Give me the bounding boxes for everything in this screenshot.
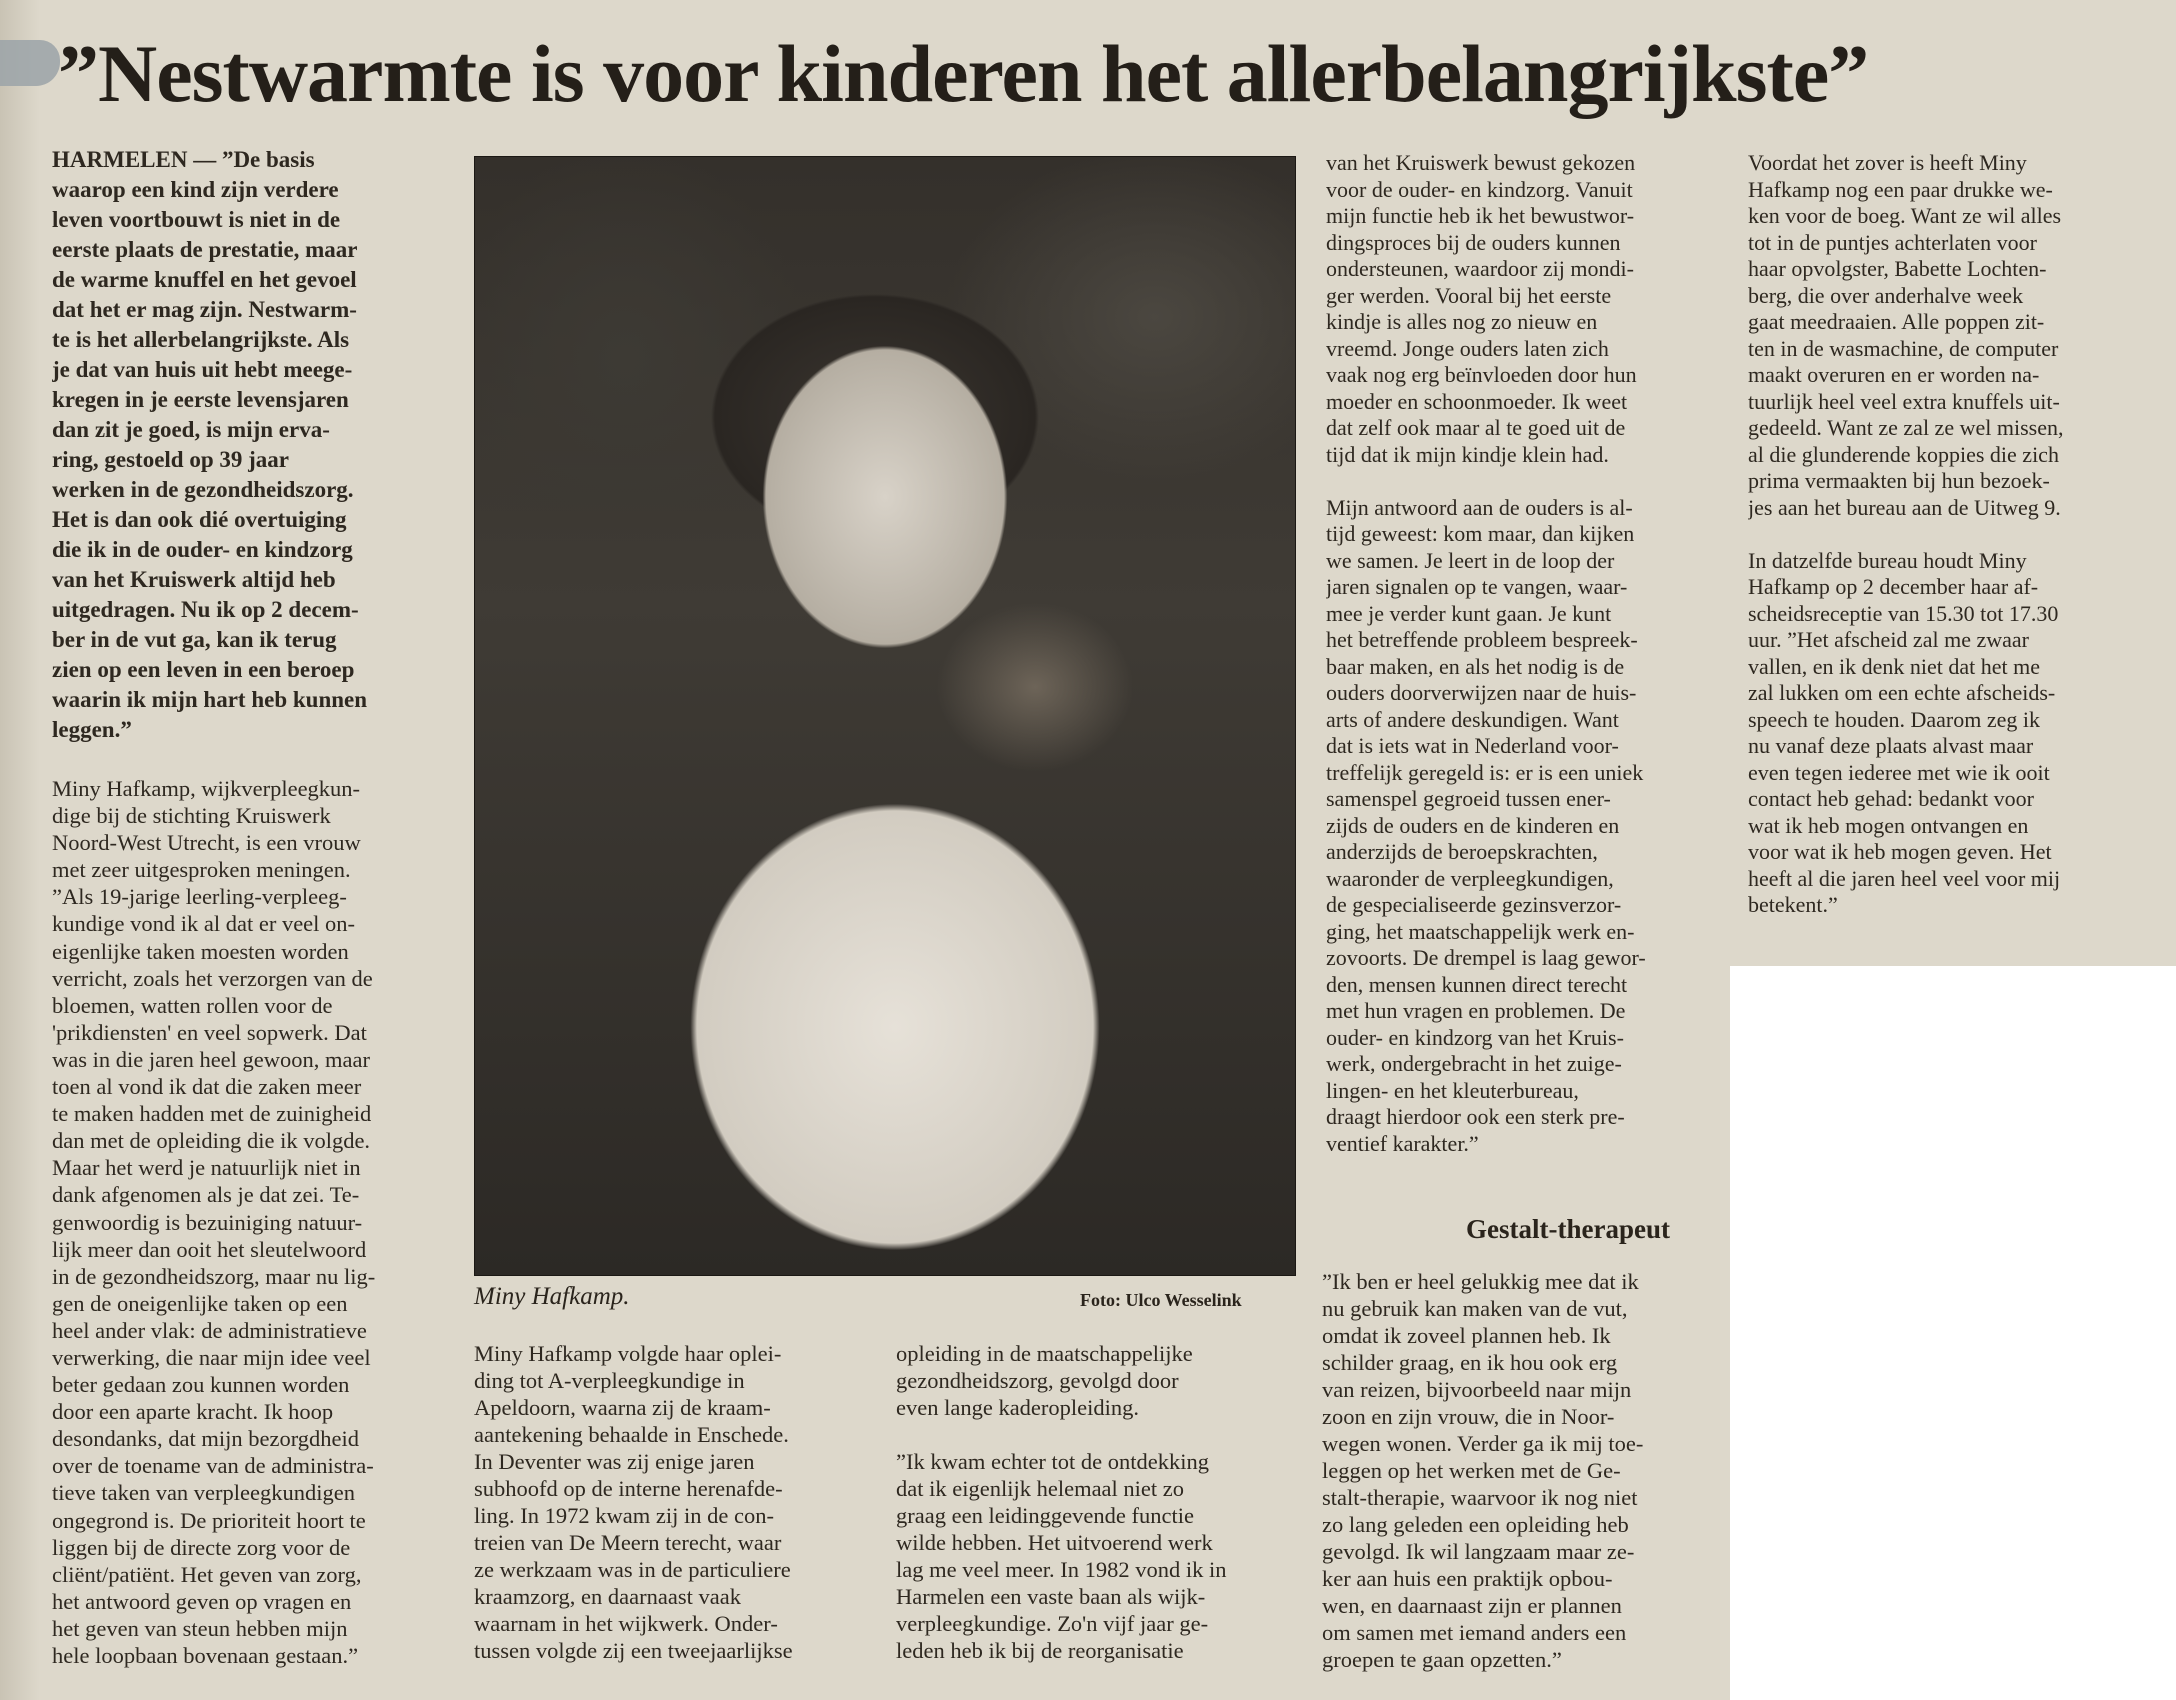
text-line: stalt-therapie, waarvoor ik nog niet bbox=[1322, 1485, 1638, 1510]
text-line: gaat meedraaien. Alle poppen zit- bbox=[1748, 309, 2045, 334]
text-line: baar maken, en als het nodig is de bbox=[1326, 653, 1625, 679]
text-line: kregen in je eerste levensjaren bbox=[52, 387, 349, 412]
text-line: moeder en schoonmoeder. Ik weet bbox=[1326, 388, 1628, 414]
text-line: maakt overuren en er worden na- bbox=[1748, 362, 2040, 387]
text-line: scheidsreceptie van 15.30 tot 17.30 bbox=[1748, 600, 2059, 626]
text-line: zovoorts. De drempel is laag gewor- bbox=[1326, 945, 1646, 970]
text-line: wat ik heb mogen ontvangen en bbox=[1748, 812, 2029, 838]
text-line: dat is iets wat in Nederland voor- bbox=[1326, 733, 1619, 758]
column-4-bottom bbox=[1322, 1268, 1727, 1678]
text-line: het antwoord geven op vragen en bbox=[52, 1588, 352, 1614]
text-line: haar opvolgster, Babette Lochten- bbox=[1748, 256, 2047, 281]
text-line: vaak nog erg beïnvloeden door hun bbox=[1326, 362, 1637, 387]
text-line: waarop een kind zijn verdere bbox=[52, 177, 339, 202]
text-line: tot in de puntjes achterlaten voor bbox=[1748, 229, 2037, 255]
text-line: zien op een leven in een beroep bbox=[52, 657, 355, 682]
text-line: dat het er mag zijn. Nestwarm- bbox=[52, 297, 357, 322]
text-line: verpleegkundige. Zo'n vijf jaar ge- bbox=[896, 1611, 1209, 1636]
text-line: Miny Hafkamp volgde haar oplei- bbox=[474, 1341, 782, 1366]
text-line: tijd geweest: kom maar, dan kijken bbox=[1326, 521, 1635, 546]
text-line: den, mensen kunnen direct terecht bbox=[1326, 971, 1628, 997]
text-line: tuurlijk heel veel extra knuffels uit- bbox=[1748, 388, 2060, 414]
portrait-photo bbox=[474, 156, 1296, 1276]
text-line: ouders doorverwijzen naar de huis- bbox=[1326, 680, 1637, 705]
text-line: wilde hebben. Het uitvoerend werk bbox=[896, 1530, 1213, 1555]
text-line: mee je verder kunt gaan. Je kunt bbox=[1326, 600, 1612, 626]
text-line: van reizen, bijvoorbeeld naar mijn bbox=[1322, 1377, 1632, 1402]
text-line: nu vanaf deze plaats alvast maar bbox=[1748, 733, 2034, 758]
text-line: het geven van steun hebben mijn bbox=[52, 1615, 348, 1641]
text-line: desondanks, dat mijn bezorgdheid bbox=[52, 1426, 360, 1452]
text-line: van het Kruiswerk bewust gekozen bbox=[1326, 150, 1636, 175]
text-line: werk, ondergebracht in het zuige- bbox=[1326, 1051, 1622, 1076]
text-line: zoon en zijn vrouw, die in Noor- bbox=[1322, 1404, 1615, 1429]
text-line: uur. ”Het afscheid zal me zwaar bbox=[1748, 627, 2029, 652]
text-line: met hun vragen en problemen. De bbox=[1326, 998, 1626, 1023]
text-line: lijk meer dan ooit het sleutelwoord bbox=[52, 1236, 367, 1262]
text-line: tussen volgde zij een tweejaarlijkse bbox=[474, 1638, 793, 1663]
text-line: nu gebruik kan maken van de vut, bbox=[1322, 1296, 1628, 1321]
text-line: om samen met iemand anders een bbox=[1322, 1620, 1627, 1645]
text-line: dan zit je goed, is mijn erva- bbox=[52, 417, 330, 442]
text-line: het betreffende probleem bespreek- bbox=[1326, 627, 1638, 652]
text-line: wen, en daarnaast zijn er plannen bbox=[1322, 1593, 1622, 1618]
column-3-bottom bbox=[896, 1340, 1296, 1680]
text-line: 'prikdiensten' en veel sopwerk. Dat bbox=[52, 1019, 367, 1045]
text-line: ”Als 19-jarige leerling-verpleeg- bbox=[52, 884, 347, 910]
text-line: kundige vond ik al dat er veel on- bbox=[52, 911, 356, 937]
text-line: contact heb gehad: bedankt voor bbox=[1748, 786, 2034, 811]
text-line: opleiding in de maatschappelijke bbox=[896, 1341, 1193, 1366]
text-line: even lange kaderopleiding. bbox=[896, 1395, 1140, 1420]
text-line: Miny Hafkamp, wijkverpleegkun- bbox=[52, 776, 361, 801]
text-line: verricht, zoals het verzorgen van de bbox=[52, 965, 373, 991]
text-line: leden heb ik bij de reorganisatie bbox=[896, 1638, 1184, 1663]
text-line: waarnam in het wijkwerk. Onder- bbox=[474, 1611, 778, 1636]
text-line: Hafkamp op 2 december haar af- bbox=[1748, 574, 2039, 599]
text-line: werken in de gezondheidszorg. bbox=[52, 477, 354, 502]
text-line: anderzijds de beroepskrachten, bbox=[1326, 839, 1598, 864]
text-line: ding tot A-verpleegkundige in bbox=[474, 1368, 745, 1393]
text-line: Het is dan ook dié overtuiging bbox=[52, 507, 347, 532]
photo-credit: Foto: Ulco Wesselink bbox=[1080, 1290, 1242, 1310]
text-line: ging, het maatschappelijk werk en- bbox=[1326, 918, 1635, 944]
text-line: Mijn antwoord aan de ouders is al- bbox=[1326, 494, 1633, 520]
text-line: leven voortbouwt is niet in de bbox=[52, 207, 341, 232]
text-line: genwoordig is bezuiniging natuur- bbox=[52, 1209, 363, 1235]
text-line: van het Kruiswerk altijd heb bbox=[52, 567, 336, 592]
text-line: vallen, en ik denk niet dat het me bbox=[1748, 653, 2041, 679]
text-line: heel ander vlak: de administratieve bbox=[52, 1317, 367, 1343]
text-line: eigenlijke taken moesten worden bbox=[52, 938, 349, 964]
text-line: hele loopbaan bovenaan gestaan.” bbox=[52, 1643, 359, 1668]
text-line: Maar het werd je natuurlijk niet in bbox=[52, 1155, 361, 1181]
text-line: draagt hierdoor ook een sterk pre- bbox=[1326, 1104, 1625, 1129]
text-line: ”Ik kwam echter tot de ontdekking bbox=[896, 1449, 1210, 1474]
text-line: ring, gestoeld op 39 jaar bbox=[52, 447, 290, 472]
column-1-body bbox=[52, 775, 457, 1675]
text-line: was in die jaren heel gewoon, maar bbox=[52, 1046, 370, 1072]
text-line: dingsproces bij de ouders kunnen bbox=[1326, 229, 1621, 255]
text-line: Apeldoorn, waarna zij de kraam- bbox=[474, 1395, 771, 1420]
text-line: liggen bij de directe zorg voor de bbox=[52, 1534, 351, 1560]
text-line: gevolgd. Ik wil langzaam maar ze- bbox=[1322, 1539, 1635, 1564]
text-line: ling. In 1972 kwam zij in de con- bbox=[474, 1503, 774, 1528]
text-line: betekent.” bbox=[1748, 892, 1838, 917]
text-line: berg, die over anderhalve week bbox=[1748, 282, 2024, 308]
text-line: aantekening behaalde in Enschede. bbox=[474, 1422, 789, 1447]
text-line: de warme knuffel en het gevoel bbox=[52, 267, 357, 292]
text-line: al die glunderende koppies die zich bbox=[1748, 441, 2059, 467]
text-line: te maken hadden met de zuinigheid bbox=[52, 1101, 372, 1127]
text-line: Harmelen een vaste baan als wijk- bbox=[896, 1584, 1206, 1609]
text-line: ker aan huis een praktijk opbou- bbox=[1322, 1566, 1613, 1591]
text-line bbox=[896, 1421, 1296, 1448]
torn-corner bbox=[0, 40, 60, 86]
text-line: ze werkzaam was in de particuliere bbox=[474, 1557, 791, 1582]
text-line: toen al vond ik dat die zaken meer bbox=[52, 1074, 362, 1100]
text-line: arts of andere deskundigen. Want bbox=[1326, 706, 1619, 732]
text-line: ger werden. Vooral bij het eerste bbox=[1326, 282, 1612, 308]
text-line: beter gedaan zou kunnen worden bbox=[52, 1372, 350, 1398]
text-line: ber in de vut ga, kan ik terug bbox=[52, 627, 337, 652]
text-line: lag me veel meer. In 1982 vond ik in bbox=[896, 1557, 1227, 1582]
text-line: In Deventer was zij enige jaren bbox=[474, 1449, 755, 1474]
text-line: tieve taken van verpleegkundigen bbox=[52, 1480, 356, 1506]
photo-caption: Miny Hafkamp. bbox=[474, 1283, 630, 1310]
text-line: treffelijk geregeld is: er is een uniek bbox=[1326, 759, 1644, 785]
column-5 bbox=[1748, 150, 2153, 950]
text-line: gedeeld. Want ze zal ze wel missen, bbox=[1748, 415, 2064, 440]
text-line: de gespecialiseerde gezinsverzor- bbox=[1326, 892, 1622, 917]
section-subheading: Gestalt-therapeut bbox=[1466, 1214, 1670, 1244]
text-line: omdat ik zoveel plannen heb. Ik bbox=[1322, 1323, 1611, 1348]
text-line: ouder- en kindzorg van het Kruis- bbox=[1326, 1024, 1624, 1050]
text-line: zo lang geleden een opleiding heb bbox=[1322, 1512, 1629, 1537]
text-line: ”Ik ben er heel gelukkig mee dat ik bbox=[1322, 1269, 1639, 1294]
text-line: over de toename van de administra- bbox=[52, 1453, 374, 1479]
column-2-bottom bbox=[474, 1340, 874, 1680]
text-line: zijds de ouders en de kinderen en bbox=[1326, 812, 1620, 838]
text-line: jaren signalen op te vangen, waar- bbox=[1326, 574, 1628, 599]
text-line: speech te houden. Daarom zeg ik bbox=[1748, 706, 2040, 732]
text-line: HARMELEN — ”De basis bbox=[52, 147, 315, 172]
text-line: heeft al die jaren heel veel voor mij bbox=[1748, 865, 2061, 891]
text-line: kindje is alles nog zo nieuw en bbox=[1326, 309, 1598, 334]
text-line bbox=[1326, 468, 1726, 495]
text-line: we samen. Je leert in de loop der bbox=[1326, 547, 1615, 573]
text-line: eerste plaats de prestatie, maar bbox=[52, 237, 358, 262]
text-line: ventief karakter.” bbox=[1326, 1130, 1479, 1156]
text-line: dan met de opleiding die ik volgde. bbox=[52, 1128, 371, 1154]
text-line: ondersteunen, waardoor zij mondi- bbox=[1326, 256, 1634, 281]
text-line: waaronder de verpleegkundigen, bbox=[1326, 865, 1614, 891]
text-line: kraamzorg, en daarnaast vaak bbox=[474, 1584, 741, 1609]
text-line: samenspel gegroeid tussen ener- bbox=[1326, 786, 1611, 811]
text-line: ten in de wasmachine, de computer bbox=[1748, 335, 2059, 361]
text-line: bloemen, watten rollen voor de bbox=[52, 992, 333, 1018]
text-line: schilder graag, en ik hou ook erg bbox=[1322, 1350, 1618, 1375]
text-line: gezondheidszorg, gevolgd door bbox=[896, 1368, 1179, 1393]
text-line: In datzelfde bureau houdt Miny bbox=[1748, 547, 2027, 573]
text-line: ongegrond is. De prioriteit hoort te bbox=[52, 1507, 366, 1533]
text-line: cliënt/patiënt. Het geven van zorg, bbox=[52, 1561, 362, 1587]
text-line: leggen op het werken met de Ge- bbox=[1322, 1458, 1621, 1483]
text-line: voor de ouder- en kindzorg. Vanuit bbox=[1326, 176, 1633, 202]
text-line: dat ik eigenlijk helemaal niet zo bbox=[896, 1476, 1185, 1501]
text-line bbox=[1748, 521, 2153, 548]
text-line: wegen wonen. Verder ga ik mij toe- bbox=[1322, 1431, 1644, 1456]
text-line: verwerking, die naar mijn idee veel bbox=[52, 1344, 371, 1370]
text-line: gen de oneigenlijke taken op een bbox=[52, 1290, 348, 1316]
text-line: even tegen iederee met wie ik ooit bbox=[1748, 759, 2050, 785]
text-line: lingen- en het kleuterbureau, bbox=[1326, 1077, 1579, 1103]
text-line: prima vermaakten bij hun bezoek- bbox=[1748, 468, 2050, 493]
text-line: waarin ik mijn hart heb kunnen bbox=[52, 687, 368, 712]
text-line: dat zelf ook maar al te goed uit de bbox=[1326, 415, 1626, 440]
text-line: treien van De Meern terecht, waar bbox=[474, 1530, 782, 1555]
text-line: jes aan het bureau aan de Uitweg 9. bbox=[1748, 494, 2061, 520]
text-line: in de gezondheidszorg, maar nu lig- bbox=[52, 1263, 376, 1289]
text-line: Voordat het zover is heeft Miny bbox=[1748, 150, 2027, 175]
text-line: subhoofd op de interne herenafde- bbox=[474, 1476, 783, 1501]
text-line: dige bij de stichting Kruiswerk bbox=[52, 803, 331, 829]
article-headline: ”Nestwarmte is voor kinderen het allerbelangrijkste” bbox=[58, 28, 1869, 119]
intro-column bbox=[52, 145, 457, 745]
text-line: Noord-West Utrecht, is een vrouw bbox=[52, 830, 361, 856]
text-line: te is het allerbelangrijkste. Als bbox=[52, 327, 350, 352]
text-line: Hafkamp nog een paar drukke we- bbox=[1748, 176, 2053, 202]
text-line: mijn functie heb ik het bewustwor- bbox=[1326, 203, 1635, 228]
text-line: dank afgenomen als je dat zei. Te- bbox=[52, 1182, 360, 1208]
text-line: leggen.” bbox=[52, 717, 132, 742]
text-line: je dat van huis uit hebt meege- bbox=[52, 357, 353, 382]
text-line: zal lukken om een echte afscheids- bbox=[1748, 680, 2056, 705]
text-line: graag een leidinggevende functie bbox=[896, 1503, 1194, 1528]
page-fold-shadow bbox=[0, 0, 40, 1700]
column-4-top bbox=[1326, 150, 1726, 1200]
text-line: vreemd. Jonge ouders laten zich bbox=[1326, 335, 1609, 361]
text-line: met zeer uitgesproken meningen. bbox=[52, 857, 351, 883]
text-line: groepen te gaan opzetten.” bbox=[1322, 1647, 1562, 1672]
text-line: door een aparte kracht. Ik hoop bbox=[52, 1399, 334, 1425]
text-line: ken voor de boeg. Want ze wil alles bbox=[1748, 203, 2062, 228]
text-line: tijd dat ik mijn kindje klein had. bbox=[1326, 441, 1609, 467]
text-line: uitgedragen. Nu ik op 2 decem- bbox=[52, 597, 359, 622]
text-line: die ik in de ouder- en kindzorg bbox=[52, 537, 353, 562]
text-line: voor wat ik heb mogen geven. Het bbox=[1748, 839, 2052, 864]
